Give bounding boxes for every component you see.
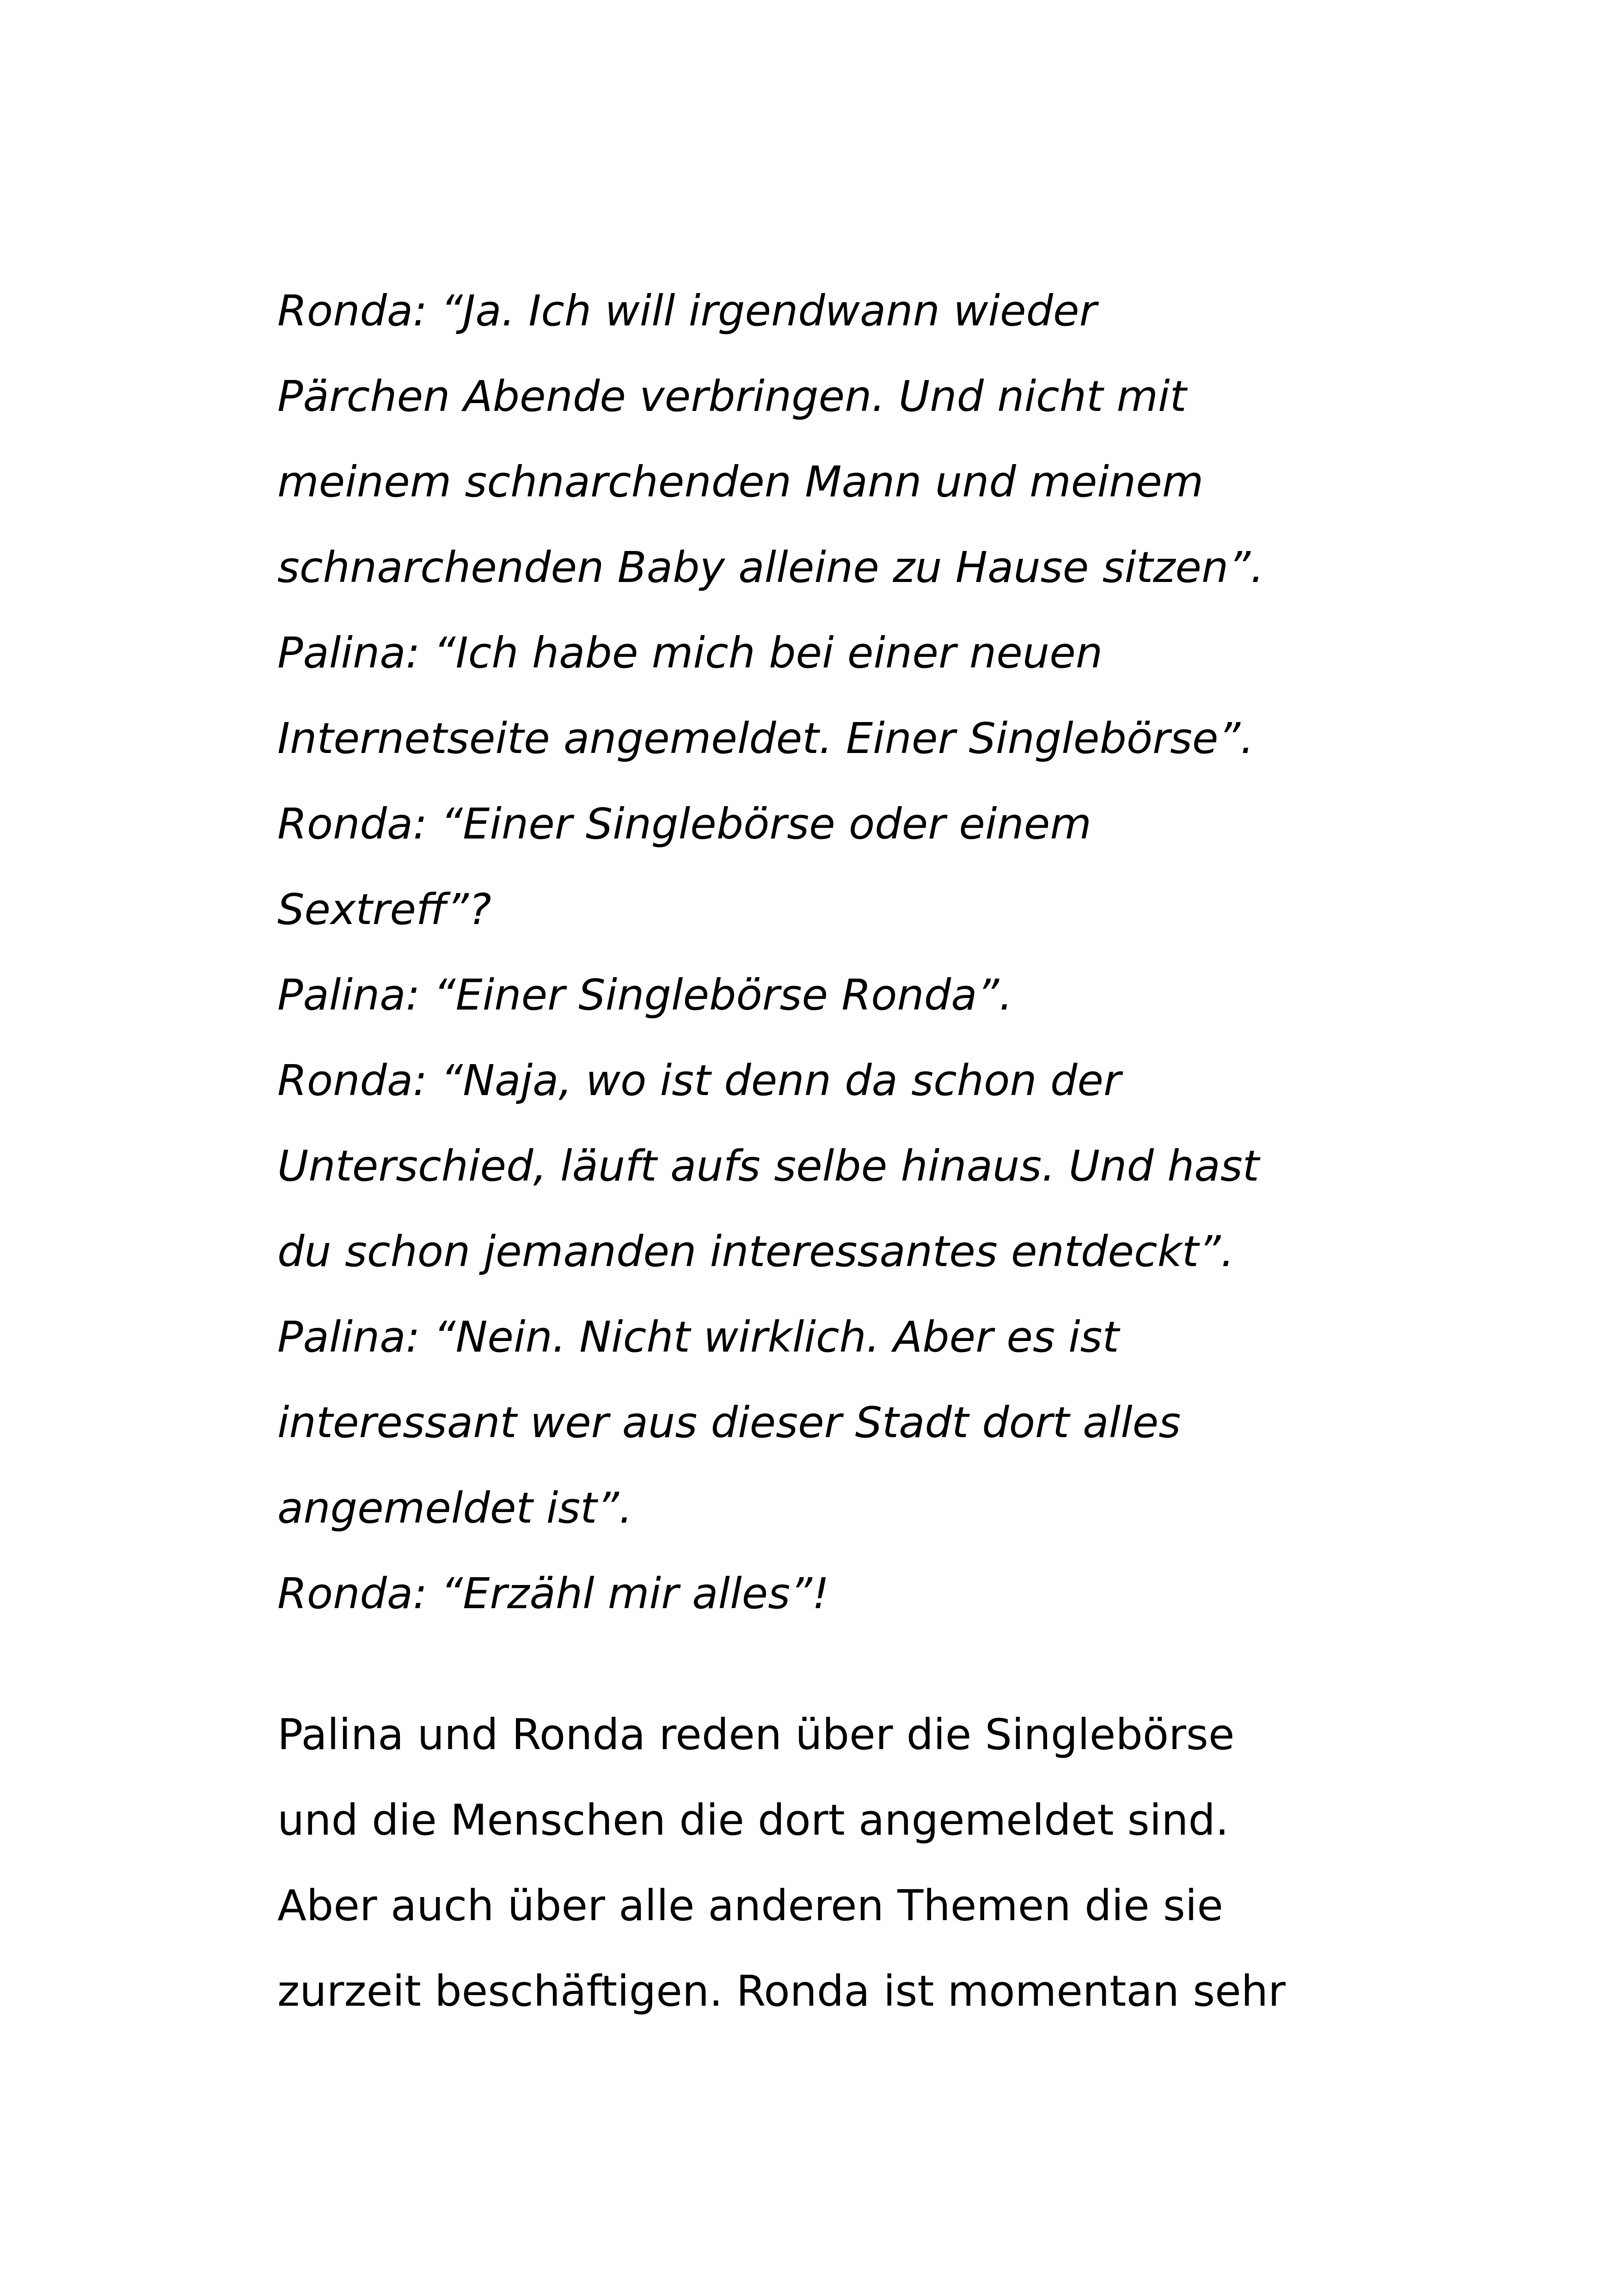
dialogue-line: Palina: “Nein. Nicht wirklich. Aber es ist bbox=[277, 1312, 1119, 1362]
narration-line: Aber auch über alle anderen Themen die sie bbox=[277, 1881, 1223, 1930]
narration-line: zurzeit beschäftigen. Ronda ist momentan sehr bbox=[277, 1966, 1286, 2016]
dialogue-block bbox=[277, 281, 1387, 1649]
dialogue-line: Unterschied, läuft aufs selbe hinaus. Und hast bbox=[277, 1141, 1259, 1191]
dialogue-line: interessant wer aus dieser Stadt dort alles bbox=[277, 1398, 1181, 1447]
dialogue-line: Sextreff”? bbox=[277, 885, 491, 934]
narration-line: Palina und Ronda reden über die Singlebörse bbox=[277, 1710, 1235, 1759]
dialogue-line: meinem schnarchenden Mann und meinem bbox=[277, 457, 1204, 507]
dialogue-line: angemeldet ist”. bbox=[277, 1483, 633, 1533]
dialogue-line: Ronda: “Ja. Ich will irgendwann wieder bbox=[277, 286, 1097, 336]
dialogue-line: Internetseite angemeldet. Einer Singlebörse”. bbox=[277, 714, 1254, 763]
narration-line: und die Menschen die dort angemeldet sind. bbox=[277, 1795, 1229, 1845]
dialogue-line: Pärchen Abende verbringen. Und nicht mit bbox=[277, 372, 1187, 421]
dialogue-line: Ronda: “Naja, wo ist denn da schon der bbox=[277, 1056, 1121, 1105]
narration-paragraph bbox=[277, 1705, 1387, 2047]
dialogue-line: du schon jemanden interessantes entdeckt”. bbox=[277, 1227, 1234, 1276]
dialogue-line: Palina: “Ich habe mich bei einer neuen bbox=[277, 628, 1103, 678]
dialogue-line: schnarchenden Baby alleine zu Hause sitzen”. bbox=[277, 543, 1264, 592]
dialogue-line: Ronda: “Einer Singlebörse oder einem bbox=[277, 799, 1092, 849]
dialogue-line: Ronda: “Erzähl mir alles”! bbox=[277, 1569, 829, 1618]
dialogue-line: Palina: “Einer Singlebörse Ronda”. bbox=[277, 970, 1013, 1020]
